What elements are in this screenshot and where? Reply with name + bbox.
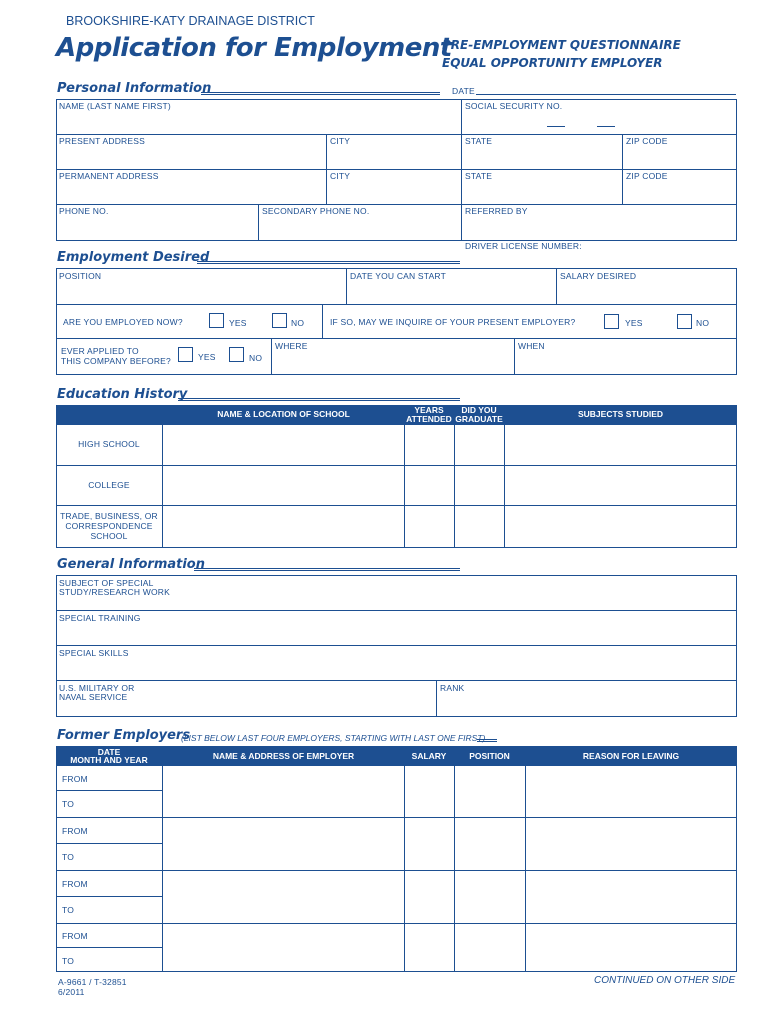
date-start-label: DATE YOU CAN START <box>350 271 447 281</box>
ssn-dash-2 <box>597 126 615 127</box>
employed-now-label: ARE YOU EMPLOYED NOW? <box>63 317 183 327</box>
applied-before-label-1: EVER APPLIED TO <box>61 346 139 356</box>
form-date: 6/2011 <box>58 987 85 997</box>
col-position-header: POSITION <box>469 751 510 761</box>
ssn-dash-1 <box>547 126 565 127</box>
secondary-phone-label: SECONDARY PHONE NO. <box>262 206 370 216</box>
section-rule <box>197 261 460 264</box>
present-address-label: PRESENT ADDRESS <box>59 136 145 146</box>
employed-no-checkbox[interactable] <box>272 313 287 328</box>
col-graduate-header-2: GRADUATE <box>455 414 503 424</box>
col-reason-header: REASON FOR LEAVING <box>582 751 680 761</box>
rank-label: RANK <box>440 683 465 693</box>
present-zip-label: ZIP CODE <box>626 136 668 146</box>
name-field[interactable] <box>57 112 460 133</box>
applied-no-checkbox[interactable] <box>229 347 244 362</box>
employed-yes-checkbox[interactable] <box>209 313 224 328</box>
special-study-label-2: STUDY/RESEARCH WORK <box>59 587 171 597</box>
applied-before-label-2: THIS COMPANY BEFORE? <box>61 356 171 366</box>
trade-school-label-3: SCHOOL <box>90 531 128 541</box>
date-label: DATE <box>452 86 475 96</box>
employer4-to-label: TO <box>62 956 75 966</box>
employers-grid <box>56 746 737 972</box>
present-city-label: CITY <box>330 136 351 146</box>
employed-no-label: NO <box>291 318 305 328</box>
applied-yes-checkbox[interactable] <box>178 347 193 362</box>
inquire-label: IF SO, MAY WE INQUIRE OF YOUR PRESENT EMPLOYER? <box>330 317 576 327</box>
special-training-label: SPECIAL TRAINING <box>59 613 141 623</box>
employer3-to-label: TO <box>62 905 75 915</box>
col-subjects-header: SUBJECTS STUDIED <box>577 409 663 419</box>
form-number: A-9661 / T-32851 <box>58 977 127 987</box>
col-salary-header: SALARY <box>411 751 447 761</box>
employer2-from-label: FROM <box>62 826 88 836</box>
employer1-to-label: TO <box>62 799 75 809</box>
section-heading-employment: Employment Desired <box>57 250 210 265</box>
employer1-from-label: FROM <box>62 774 88 784</box>
col-employer-header: NAME & ADDRESS OF EMPLOYER <box>212 751 355 761</box>
district-name: BROOKSHIRE-KATY DRAINAGE DISTRICT <box>66 14 315 28</box>
eoe-label: EQUAL OPPORTUNITY EMPLOYER <box>442 56 663 70</box>
section-rule <box>201 92 440 95</box>
military-label-1: U.S. MILITARY OR <box>59 683 135 693</box>
employer3-from-label: FROM <box>62 879 88 889</box>
inquire-no-checkbox[interactable] <box>677 314 692 329</box>
permanent-city-label: CITY <box>330 171 351 181</box>
where-label: WHERE <box>275 341 308 351</box>
permanent-state-label: STATE <box>465 171 493 181</box>
section-heading-education: Education History <box>57 387 188 402</box>
employed-yes-label: YES <box>229 318 247 328</box>
salary-desired-label: SALARY DESIRED <box>560 271 637 281</box>
employer4-from-label: FROM <box>62 931 88 941</box>
section-heading-general: General Information <box>57 557 205 572</box>
questionnaire-label: PRE-EMPLOYMENT QUESTIONNAIRE <box>442 38 681 52</box>
date-field[interactable] <box>476 94 736 95</box>
inquire-no-label: NO <box>696 318 710 328</box>
trade-school-label-1: TRADE, BUSINESS, OR <box>60 511 158 521</box>
section-rule <box>194 568 460 571</box>
college-label: COLLEGE <box>88 480 130 490</box>
present-state-label: STATE <box>465 136 493 146</box>
phone-label: PHONE NO. <box>59 206 109 216</box>
applied-no-label: NO <box>249 353 263 363</box>
when-label: WHEN <box>518 341 545 351</box>
col-school-header: NAME & LOCATION OF SCHOOL <box>217 409 350 419</box>
special-skills-label: SPECIAL SKILLS <box>59 648 129 658</box>
ssn-field-label: SOCIAL SECURITY NO. <box>465 101 563 111</box>
permanent-address-label: PERMANENT ADDRESS <box>59 171 159 181</box>
continued-notice: CONTINUED ON OTHER SIDE <box>594 975 736 986</box>
special-study-label-1: SUBJECT OF SPECIAL <box>59 578 154 588</box>
form-title: Application for Employment <box>56 33 452 63</box>
driver-license-label: DRIVER LICENSE NUMBER: <box>465 241 582 251</box>
col-years-header-1: YEARS <box>414 405 444 415</box>
inquire-yes-label: YES <box>625 318 643 328</box>
trade-school-label-2: CORRESPONDENCE <box>65 521 153 531</box>
former-employers-note: (LIST BELOW LAST FOUR EMPLOYERS, STARTING WITH LAST ONE FIRST) <box>181 733 486 743</box>
col-date-header-2: MONTH AND YEAR <box>70 755 148 765</box>
high-school-label: HIGH SCHOOL <box>78 439 140 449</box>
col-graduate-header-1: DID YOU <box>461 405 497 415</box>
section-heading-personal: Personal Information <box>57 81 212 96</box>
section-rule <box>477 739 497 742</box>
permanent-zip-label: ZIP CODE <box>626 171 668 181</box>
section-rule <box>178 398 460 401</box>
applied-yes-label: YES <box>198 352 216 362</box>
referred-by-label: REFERRED BY <box>465 206 528 216</box>
section-heading-former-employers: Former Employers <box>57 728 191 743</box>
name-field-label: NAME (LAST NAME FIRST) <box>59 101 171 111</box>
col-date-header-1: DATE <box>97 747 121 757</box>
col-years-header-2: ATTENDED <box>406 414 452 424</box>
position-label: POSITION <box>59 271 102 281</box>
inquire-yes-checkbox[interactable] <box>604 314 619 329</box>
military-label-2: NAVAL SERVICE <box>59 692 128 702</box>
employer2-to-label: TO <box>62 852 75 862</box>
